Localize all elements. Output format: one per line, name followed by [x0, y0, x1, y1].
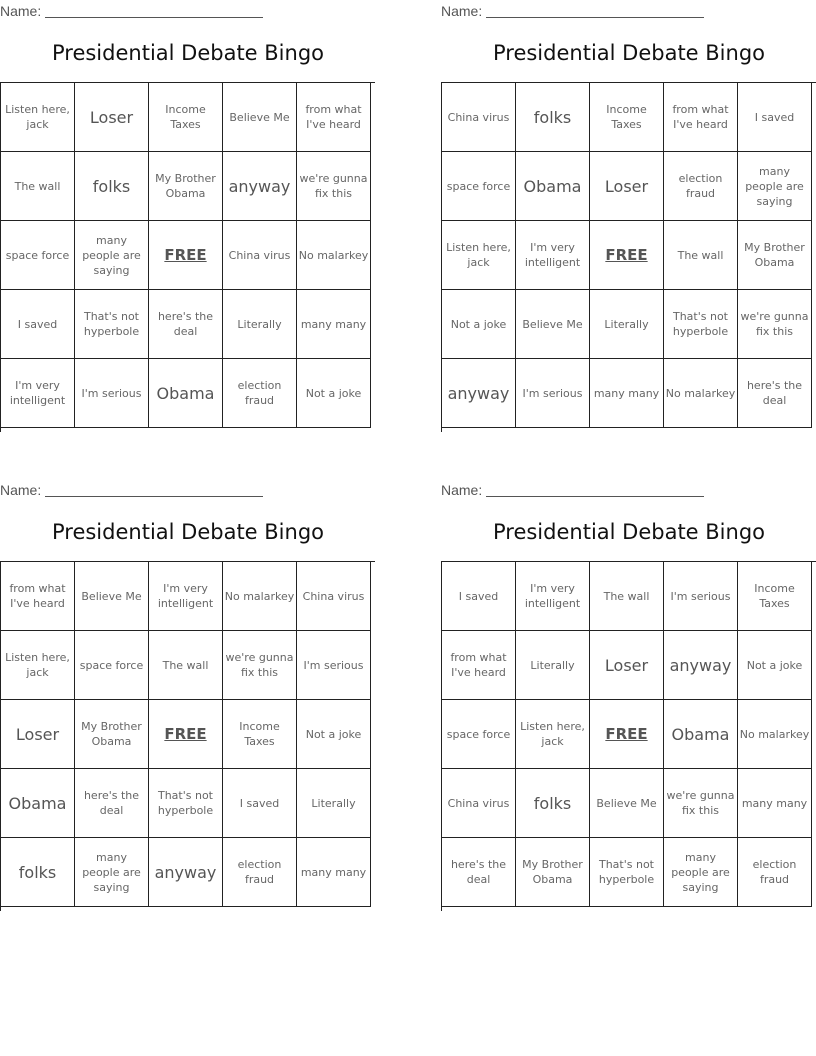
- bingo-cell: here's the deal: [149, 290, 223, 359]
- free-cell: FREE: [149, 700, 223, 769]
- bingo-cell: Not a joke: [738, 631, 812, 700]
- bingo-cell: space force: [1, 221, 75, 290]
- bingo-cell: China virus: [297, 562, 371, 631]
- bingo-cell: Listen here, jack: [1, 631, 75, 700]
- bingo-cell: space force: [442, 152, 516, 221]
- free-cell: FREE: [590, 700, 664, 769]
- bingo-card: [441, 479, 816, 910]
- bingo-cell: Not a joke: [297, 700, 371, 769]
- bingo-cell: from what I've heard: [1, 562, 75, 631]
- card-title: Presidential Debate Bingo: [492, 520, 765, 544]
- bingo-cell: Loser: [590, 631, 664, 700]
- bingo-cell: folks: [75, 152, 149, 221]
- bingo-cell: China virus: [442, 769, 516, 838]
- bingo-cell: Literally: [223, 290, 297, 359]
- bingo-cell: That's not hyperbole: [75, 290, 149, 359]
- bingo-cell: Income Taxes: [738, 562, 812, 631]
- bingo-cell: My Brother Obama: [738, 221, 812, 290]
- bingo-cell: Believe Me: [590, 769, 664, 838]
- bingo-cell: Obama: [664, 700, 738, 769]
- bingo-cell: China virus: [223, 221, 297, 290]
- card-title: Presidential Debate Bingo: [492, 41, 765, 65]
- bingo-cell: I'm serious: [516, 359, 590, 428]
- bingo-cell: many people are saying: [75, 838, 149, 907]
- name-field: [0, 482, 263, 498]
- bingo-cell: from what I've heard: [442, 631, 516, 700]
- bingo-cell: Obama: [1, 769, 75, 838]
- bingo-cell: No malarkey: [738, 700, 812, 769]
- bingo-cell: folks: [516, 83, 590, 152]
- bingo-cell: we're gunna fix this: [223, 631, 297, 700]
- bingo-cell: here's the deal: [75, 769, 149, 838]
- bingo-cell: Loser: [590, 152, 664, 221]
- bingo-card: [0, 479, 376, 910]
- bingo-cell: election fraud: [223, 359, 297, 428]
- bingo-cell: I'm very intelligent: [1, 359, 75, 428]
- bingo-cell: I saved: [442, 562, 516, 631]
- bingo-cell: Income Taxes: [149, 83, 223, 152]
- card-title: Presidential Debate Bingo: [51, 520, 324, 544]
- bingo-cell: from what I've heard: [664, 83, 738, 152]
- bingo-cell: That's not hyperbole: [149, 769, 223, 838]
- bingo-cell: Not a joke: [297, 359, 371, 428]
- bingo-card: [0, 0, 376, 431]
- bingo-cell: I saved: [223, 769, 297, 838]
- bingo-cell: That's not hyperbole: [590, 838, 664, 907]
- bingo-cell: My Brother Obama: [75, 700, 149, 769]
- bingo-cell: I'm serious: [297, 631, 371, 700]
- name-field: [441, 3, 704, 19]
- bingo-cell: I'm serious: [664, 562, 738, 631]
- bingo-cell: many many: [590, 359, 664, 428]
- bingo-cell: Believe Me: [223, 83, 297, 152]
- bingo-cell: many many: [297, 838, 371, 907]
- bingo-cell: Income Taxes: [223, 700, 297, 769]
- bingo-cell: Listen here, jack: [1, 83, 75, 152]
- name-label: Name:: [441, 482, 483, 498]
- bingo-cell: Not a joke: [442, 290, 516, 359]
- bingo-cell: The wall: [149, 631, 223, 700]
- bingo-cell: election fraud: [664, 152, 738, 221]
- name-blank-line: [45, 495, 263, 497]
- bingo-grid: [441, 561, 816, 911]
- name-blank-line: [45, 16, 263, 18]
- bingo-cell: election fraud: [738, 838, 812, 907]
- bingo-grid: [0, 82, 375, 432]
- bingo-cell: Obama: [149, 359, 223, 428]
- bingo-cell: anyway: [664, 631, 738, 700]
- bingo-cell: we're gunna fix this: [664, 769, 738, 838]
- bingo-cell: many many: [297, 290, 371, 359]
- name-field: [441, 482, 704, 498]
- bingo-cell: I'm very intelligent: [516, 221, 590, 290]
- bingo-cell: Believe Me: [75, 562, 149, 631]
- bingo-cell: from what I've heard: [297, 83, 371, 152]
- bingo-cell: many many: [738, 769, 812, 838]
- bingo-cell: space force: [75, 631, 149, 700]
- bingo-cell: Listen here, jack: [516, 700, 590, 769]
- bingo-cell: That's not hyperbole: [664, 290, 738, 359]
- name-blank-line: [486, 16, 704, 18]
- bingo-cell: we're gunna fix this: [738, 290, 812, 359]
- bingo-cell: I'm serious: [75, 359, 149, 428]
- free-cell: FREE: [590, 221, 664, 290]
- bingo-cell: anyway: [149, 838, 223, 907]
- bingo-cell: Listen here, jack: [442, 221, 516, 290]
- bingo-cell: Literally: [516, 631, 590, 700]
- bingo-card: [441, 0, 816, 431]
- bingo-cell: many people are saying: [75, 221, 149, 290]
- bingo-cell: folks: [516, 769, 590, 838]
- bingo-cell: we're gunna fix this: [297, 152, 371, 221]
- name-label: Name:: [0, 3, 42, 19]
- bingo-cell: many people are saying: [738, 152, 812, 221]
- bingo-cell: anyway: [442, 359, 516, 428]
- bingo-cell: No malarkey: [223, 562, 297, 631]
- bingo-cell: I'm very intelligent: [516, 562, 590, 631]
- free-cell: FREE: [149, 221, 223, 290]
- bingo-cell: folks: [1, 838, 75, 907]
- bingo-grid: [0, 561, 375, 911]
- card-title: Presidential Debate Bingo: [51, 41, 324, 65]
- bingo-cell: here's the deal: [738, 359, 812, 428]
- bingo-cell: Loser: [1, 700, 75, 769]
- bingo-cell: anyway: [223, 152, 297, 221]
- bingo-cell: The wall: [590, 562, 664, 631]
- bingo-cell: Obama: [516, 152, 590, 221]
- bingo-cell: The wall: [1, 152, 75, 221]
- bingo-cell: Loser: [75, 83, 149, 152]
- bingo-cell: here's the deal: [442, 838, 516, 907]
- name-field: [0, 3, 263, 19]
- bingo-grid: [441, 82, 816, 432]
- bingo-cell: My Brother Obama: [516, 838, 590, 907]
- bingo-cell: I saved: [738, 83, 812, 152]
- bingo-cell: Income Taxes: [590, 83, 664, 152]
- bingo-cell: space force: [442, 700, 516, 769]
- bingo-cell: I saved: [1, 290, 75, 359]
- bingo-cell: Literally: [297, 769, 371, 838]
- bingo-cell: No malarkey: [664, 359, 738, 428]
- bingo-cell: election fraud: [223, 838, 297, 907]
- name-blank-line: [486, 495, 704, 497]
- name-label: Name:: [0, 482, 42, 498]
- bingo-cell: Believe Me: [516, 290, 590, 359]
- bingo-cell: No malarkey: [297, 221, 371, 290]
- name-label: Name:: [441, 3, 483, 19]
- bingo-cell: The wall: [664, 221, 738, 290]
- bingo-cell: My Brother Obama: [149, 152, 223, 221]
- bingo-cell: many people are saying: [664, 838, 738, 907]
- bingo-cell: Literally: [590, 290, 664, 359]
- bingo-cell: I'm very intelligent: [149, 562, 223, 631]
- bingo-cell: China virus: [442, 83, 516, 152]
